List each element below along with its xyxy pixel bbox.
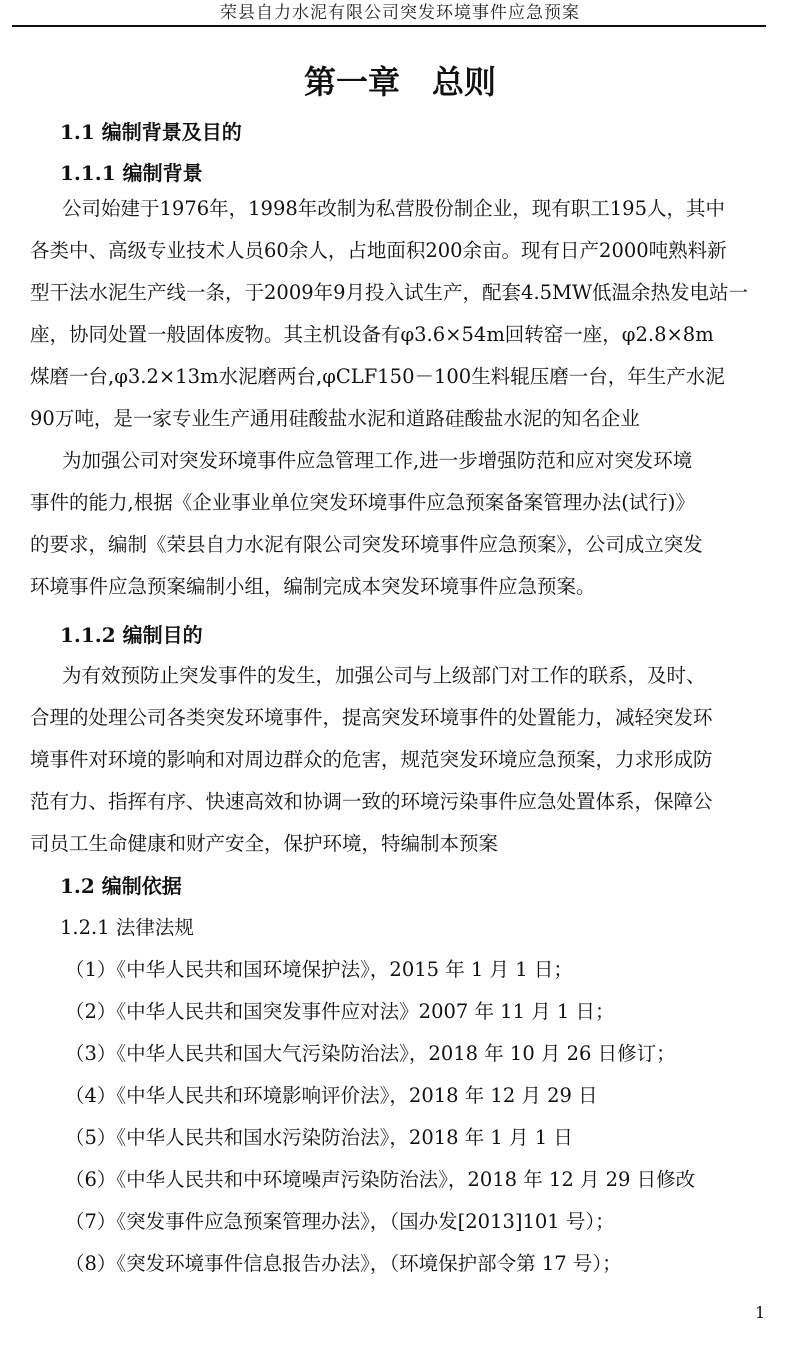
paragraph-line: 事件的能力,根据《企业事业单位突发环境事件应急预案备案管理办法(试行)》 [30,491,695,514]
law-item: （1）《中华人民共和国环境保护法》，2015 年 1 月 1 日； [65,958,573,981]
paragraph-line: 环境事件应急预案编制小组，编制完成本突发环境事件应急预案。 [30,575,596,598]
header-divider [12,25,766,27]
paragraph-line: 合理的处理公司各类突发环境事件，提高突发环境事件的处置能力，减轻突发环 [30,706,713,729]
law-item: （3）《中华人民共和国大气污染防治法》，2018 年 10 月 26 日修订； [65,1042,676,1065]
paragraph-line: 范有力、指挥有序、快速高效和协调一致的环境污染事件应急处置体系，保障公 [30,790,713,813]
law-item: （2）《中华人民共和国突发事件应对法》2007 年 11 月 1 日； [65,1000,615,1023]
paragraph-line: 公司始建于1976年，1998年改制为私营股份制企业，现有职工195人，其中 [62,197,725,220]
law-item: （6）《中华人民共和中环境噪声污染防治法》，2018 年 12 月 29 日修改 [65,1168,696,1191]
paragraph-line: 的要求，编制《荣县自力水泥有限公司突发环境事件应急预案》，公司成立突发 [30,533,703,556]
paragraph-line: 境事件对环境的影响和对周边群众的危害，规范突发环境应急预案，力求形成防 [30,748,713,771]
section-heading-1-1-1: 1.1.1 编制背景 [60,161,203,185]
page-number: 1 [755,1303,766,1322]
chapter-name: 总则 [432,63,497,101]
section-heading-1-2: 1.2 编制依据 [60,874,182,898]
paragraph-line: 为有效预防止突发事件的发生，加强公司与上级部门对工作的联系，及时、 [62,664,706,687]
section-heading-1-1: 1.1 编制背景及目的 [60,120,242,144]
section-heading-1-1-2: 1.1.2 编制目的 [60,623,203,647]
chapter-number: 第一章 [303,63,400,101]
law-item: （5）《中华人民共和国水污染防治法》，2018 年 1 月 1 日 [65,1126,573,1149]
paragraph-line: 为加强公司对突发环境事件应急管理工作,进一步增强防范和应对突发环境 [62,449,693,472]
paragraph-line: 煤磨一台,φ3.2×13m水泥磨两台,φCLF150－100生料辊压磨一台，年生产水泥 [30,365,725,388]
paragraph-line: 各类中、高级专业技术人员60余人，占地面积200余亩。现有日产2000吨熟料新 [30,239,727,262]
paragraph-line: 90万吨，是一家专业生产通用硅酸盐水泥和道路硅酸盐水泥的知名企业 [30,407,640,430]
paragraph-line: 型干法水泥生产线一条，于2009年9月投入试生产，配套4.5MW低温余热发电站一 [30,281,749,304]
law-item: （8）《突发环境事件信息报告办法》，（环境保护部令第 17 号）； [65,1252,622,1275]
chapter-title [0,60,800,104]
header-title: 荣县自力水泥有限公司突发环境事件应急预案 [220,3,580,23]
law-item: （4）《中华人民共和环境影响评价法》，2018 年 12 月 29 日 [65,1084,598,1107]
law-item: （7）《突发事件应急预案管理办法》，（国办发[2013]101 号）； [65,1210,615,1233]
section-heading-1-2-1: 1.2.1 法律法规 [60,916,194,939]
paragraph-line: 座，协同处置一般固体废物。其主机设备有φ3.6×54m回转窑一座，φ2.8×8m [30,323,714,346]
paragraph-line: 司员工生命健康和财产安全，保护环境，特编制本预案 [30,832,499,855]
